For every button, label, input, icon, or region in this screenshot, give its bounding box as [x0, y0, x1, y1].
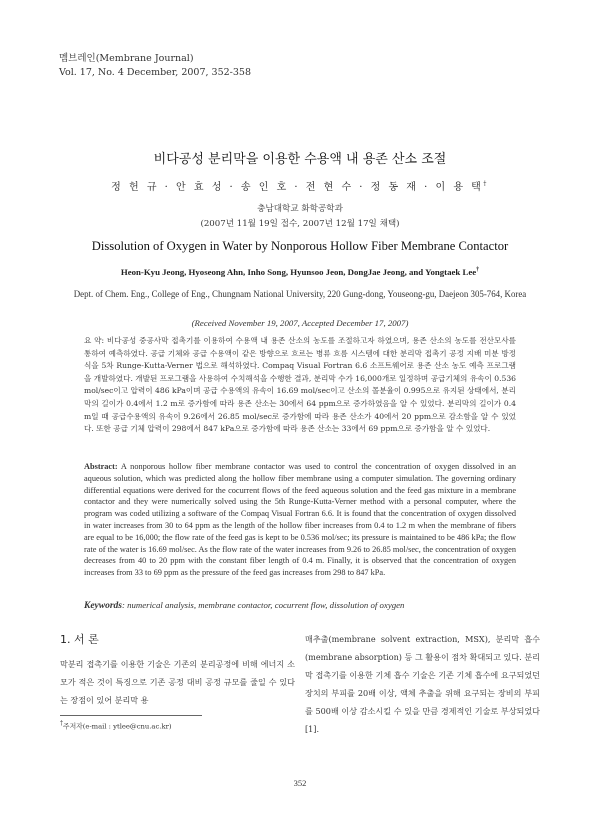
footnote: [60, 720, 171, 730]
corresponding-mark-en: †: [476, 267, 480, 274]
abstract-korean: 요 약: 비다공성 중공사막 접촉기를 이용하여 수용액 내 용존 산소의 농도를 조절하고자 하였으며, 용존 산소의 농도를 전산모사를 통하여 예측하였다. 공급 기체와 공급 수용액이 같은 방향으로 흐르는 병류 흐름 시스템에 대한 분리막 접촉기 공정 지배 미분 방정식을 5차 Runge-Kutta-Verner 법으로 해석하였다. Compaq Visual Fortran 6.6 소프트웨어로 용존 산소 농도 예측 프로그램을 개발하였다. 개발된 프로그램을 사용하여 수치해석을 수행한 결과, 분리막 수가 16,000개로 일정하며 공급기체의 유속이 0.536 mol/sec이고 압력이 486 kPa이며 공급 수용액의 유속이 16.69 mol/sec이고 산소의 몰분율이 0.995으로 유지된 상태에서, 분리막의 길이가 0.4에서 1.2 m로 증가함에 따라 용존 산소는 30에서 64 ppm으로 증가하였음을 알 수 있었다. 분리막의 길이가 0.4 m일 때 공급수용액의 유속이 9.26에서 26.85 mol/sec로 증가함에 따라 용존 산소가 40에서 20 ppm으로 감소함을 알 수 있었다. 또한 공급 기체 압력이 298에서 847 kPa으로 증가함에 따라 용존 산소는 33에서 69 ppm으로 증가함을 알 수 있었다.: [84, 336, 516, 434]
journal-name: 멤브레인(Membrane Journal): [59, 53, 194, 64]
section-heading-introduction: 1. 서 론: [60, 633, 99, 646]
keywords-text: : numerical analysis, membrane contactor, cocurrent flow, dissolution of oxygen: [122, 600, 405, 610]
keywords-label: Keywords: [84, 601, 122, 611]
abstract-english: [84, 461, 516, 579]
authors-english: [0, 267, 600, 277]
abstract-label: Abstract:: [84, 462, 118, 471]
keywords: [84, 600, 516, 611]
affiliation-ko-text: 충남대학교 화학공학과: [257, 204, 343, 214]
journal-header: [59, 52, 251, 80]
footnote-divider: [60, 715, 202, 716]
journal-issue: Vol. 17, No. 4 December, 2007, 352-358: [59, 67, 252, 78]
body-right-column: 매추출(membrane solvent extraction, MSX), 분리막 흡수(membrane absorption) 등 그 활용이 점차 확대되고 있다. 분리막 접촉기를 이용한 기체 흡수 기술은 기존 기체 흡수에 요구되었던 장치의 부피를 20배 이상, 액체 추출을 위해 요구되는 장비의 부피를 500배 이상 감소시킬 수 있을 만큼 경제적인 기술로 부상되었다[1].: [305, 634, 540, 735]
authors-korean-names: 정 헌 규 · 안 효 성 · 송 인 호 · 전 현 수 · 정 동 재 · 이 용 택: [111, 182, 484, 193]
authors-korean: [0, 178, 600, 193]
title-english: Dissolution of Oxygen in Water by Nonporous Hollow Fiber Membrane Contactor: [91, 239, 509, 253]
page-number: 352: [293, 778, 307, 788]
abstract-english-text: A nonporous hollow fiber membrane contactor was used to control the concentration of oxygen dissolved in an aqueous solution, which was predicted along the hollow fiber membrane using a computer simulation. The governing ordinary differential equations were derived for the cocurrent flows of the feed aqueous solution and the feed gas mixture in a membrane contactor and they were numerically solved using the 5th Runge-Kutta-Verner method with a personal computer, where the program was coded utilizing a software of the Compaq Visual Fortran 6.6. It is found that the concentration of oxygen dissolved in water increases from 30 to 64 ppm as the length of the hollow fiber increases from 0.4 to 1.2 m when the membrane of fibers are equal to be 16,000; the flow rate of the feed gas is kept to be 0.536 mol/sec; its pressure is maintained to be 486 kPa; the flow rate of the water is 16.69 mol/sec. As the flow rate of the water increases from 9.26 to 26.85 mol/sec, the concentration of oxygen decreases from 40 to 20 ppm with the constant fiber length of 0.4 m. Finally, it is observed that the concentration of oxygen increases from 33 to 69 ppm as the pressure of the feed gas increases from 298 to 847 kPa.: [84, 462, 516, 578]
affiliation-korean: [0, 202, 600, 232]
footnote-text: 주저자(e-mail : ytlee@cnu.ac.kr): [63, 722, 172, 731]
received-dates: (Received November 19, 2007, Accepted December 17, 2007): [191, 318, 409, 328]
body-left-column: 막분리 접촉기를 이용한 기술은 기존의 분리공정에 비해 에너지 소모가 적은 것이 특징으로 기존 공정 대비 공정 규모를 줄일 수 있다는 장점이 있어 분리막 용: [60, 659, 295, 706]
dates-korean: (2007년 11월 19일 접수, 2007년 12월 17일 채택): [200, 219, 400, 229]
title-korean: 비다공성 분리막을 이용한 수용액 내 용존 산소 조절: [153, 152, 447, 167]
affiliation-english: Dept. of Chem. Eng., College of Eng., Chungnam National University, 220 Gung-dong, Youseong-gu, Daejeon 305-764, Korea: [73, 289, 527, 299]
corresponding-mark-ko: †: [483, 180, 489, 188]
footnote-mark: †: [60, 720, 63, 727]
authors-english-names: Heon-Kyu Jeong, Hyoseong Ahn, Inho Song, Hyunsoo Jeon, DongJae Jeong, and Yongtaek Lee: [120, 267, 477, 277]
